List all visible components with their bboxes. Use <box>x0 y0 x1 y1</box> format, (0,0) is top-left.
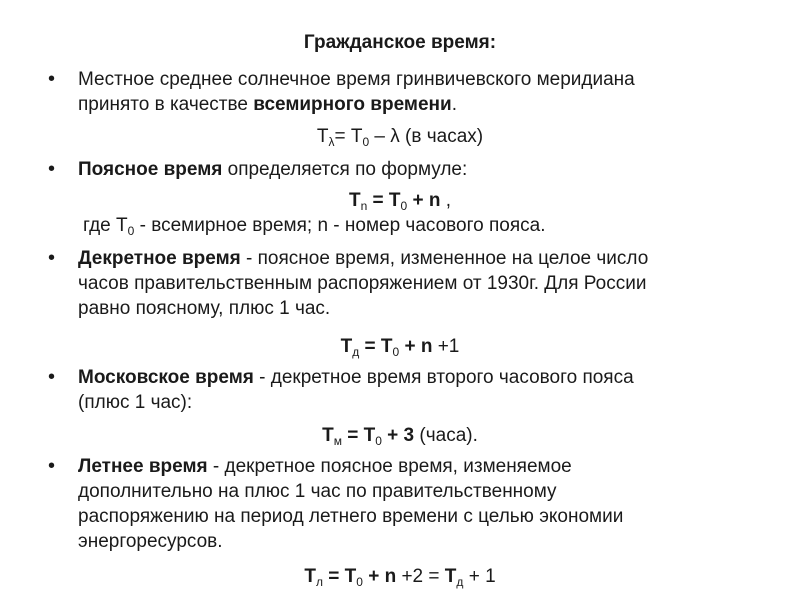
term-moscow-time: Московское время <box>78 367 254 388</box>
formula5-t2: T <box>444 566 457 587</box>
formula4-rhs: (часа). <box>414 425 478 446</box>
formula3-rhs-bold: + n <box>399 336 433 357</box>
formula4-lhs-sub: м <box>333 434 342 448</box>
note-p4: - номер часового пояса. <box>328 215 546 236</box>
formula1-mid: = T <box>334 126 363 147</box>
item4-line1-rest: - декретное время второго часового пояса <box>253 367 634 388</box>
formula3-lhs-sub: д <box>352 345 360 359</box>
item3-line1-rest: - поясное время, измененное на целое число <box>240 248 649 269</box>
bullet-item-decree-time <box>78 246 758 321</box>
formula2-lhs: T <box>348 190 361 211</box>
item5-line1-rest: - декретное поясное время, изменяемое <box>207 456 572 477</box>
formula3-lhs: T <box>340 336 353 357</box>
formula5-lhs-sub: л <box>315 575 323 589</box>
slide-title: Гражданское время: <box>303 32 497 53</box>
bullet-item-universal-time <box>78 67 758 117</box>
bullet-item-zone-time <box>78 157 758 182</box>
formula5-rhs-bold: + n <box>362 566 397 587</box>
formula3-rhs: +1 <box>432 336 460 357</box>
formula-universal-time <box>0 124 800 149</box>
item4-line1 <box>78 365 758 390</box>
formula5-rhs2: + 1 <box>463 566 496 587</box>
formula2-t0-sub: 0 <box>400 199 408 213</box>
formula3-mid: = T <box>359 336 393 357</box>
note-sub: 0 <box>127 224 135 238</box>
item5-line2: дополнительно на плюс 1 час по правительственному <box>78 481 557 502</box>
note-p1: где T <box>83 215 128 236</box>
item3-line1 <box>78 246 758 271</box>
item3-line3: равно поясному, плюс 1 час. <box>78 298 331 319</box>
item5-line3: распоряжению на период летнего времени с целью экономии <box>78 506 624 527</box>
formula1-rhs: – λ (в часах) <box>369 126 484 147</box>
formula2-rhs: , <box>440 190 452 211</box>
formula1-lhs: T <box>316 126 329 147</box>
item3-line2: часов правительственным распоряжением от 1930г. Для России <box>78 273 647 294</box>
item1-line2 <box>78 92 758 117</box>
term-zone-time: Поясное время <box>78 159 223 180</box>
bullet-item-summer-time <box>78 454 758 554</box>
formula5-t2-sub: д <box>456 575 464 589</box>
item5-line4: энергоресурсов. <box>78 531 223 552</box>
formula4-rhs-bold: + 3 <box>381 425 415 446</box>
term-decree-time: Декретное время <box>78 248 241 269</box>
item1-line2-prefix: принято в качестве <box>78 94 254 115</box>
item4-line2: (плюс 1 час): <box>78 392 193 413</box>
formula4-lhs: T <box>322 425 334 446</box>
term-summer-time: Летнее время <box>78 456 208 477</box>
item2-rest: определяется по формуле: <box>222 159 468 180</box>
item5-line1 <box>78 454 758 479</box>
formula-note <box>83 213 545 238</box>
formula3-t0-sub: 0 <box>392 345 400 359</box>
term-universal-time: всемирного времени <box>253 94 452 115</box>
formula1-t0-sub: 0 <box>362 135 370 149</box>
formula5-t0-sub: 0 <box>356 575 363 589</box>
formula1-lhs-sub: λ <box>328 135 335 149</box>
item2-line1 <box>78 157 758 182</box>
formula-zone-time <box>0 188 800 213</box>
note-p3: n <box>317 215 329 236</box>
formula5-rhs1: +2 = <box>396 566 445 587</box>
formula2-rhs-bold: + n <box>407 190 441 211</box>
formula2-lhs-sub: n <box>360 199 368 213</box>
formula2-mid: = T <box>367 190 401 211</box>
bullet-item-moscow-time <box>78 365 758 415</box>
formula-decree-time <box>0 334 800 359</box>
note-p2: - всемирное время; <box>134 215 318 236</box>
formula-moscow-time <box>0 423 800 448</box>
formula4-mid: = T <box>341 425 376 446</box>
formula5-lhs: T <box>304 566 316 587</box>
item1-line2-suffix: . <box>451 94 457 115</box>
formula5-mid: = T <box>322 566 357 587</box>
formula4-t0-sub: 0 <box>375 434 382 448</box>
formula-summer-time <box>0 564 800 589</box>
item1-line1: • Местное среднее солнечное время гринвичевского меридиана <box>78 69 635 90</box>
